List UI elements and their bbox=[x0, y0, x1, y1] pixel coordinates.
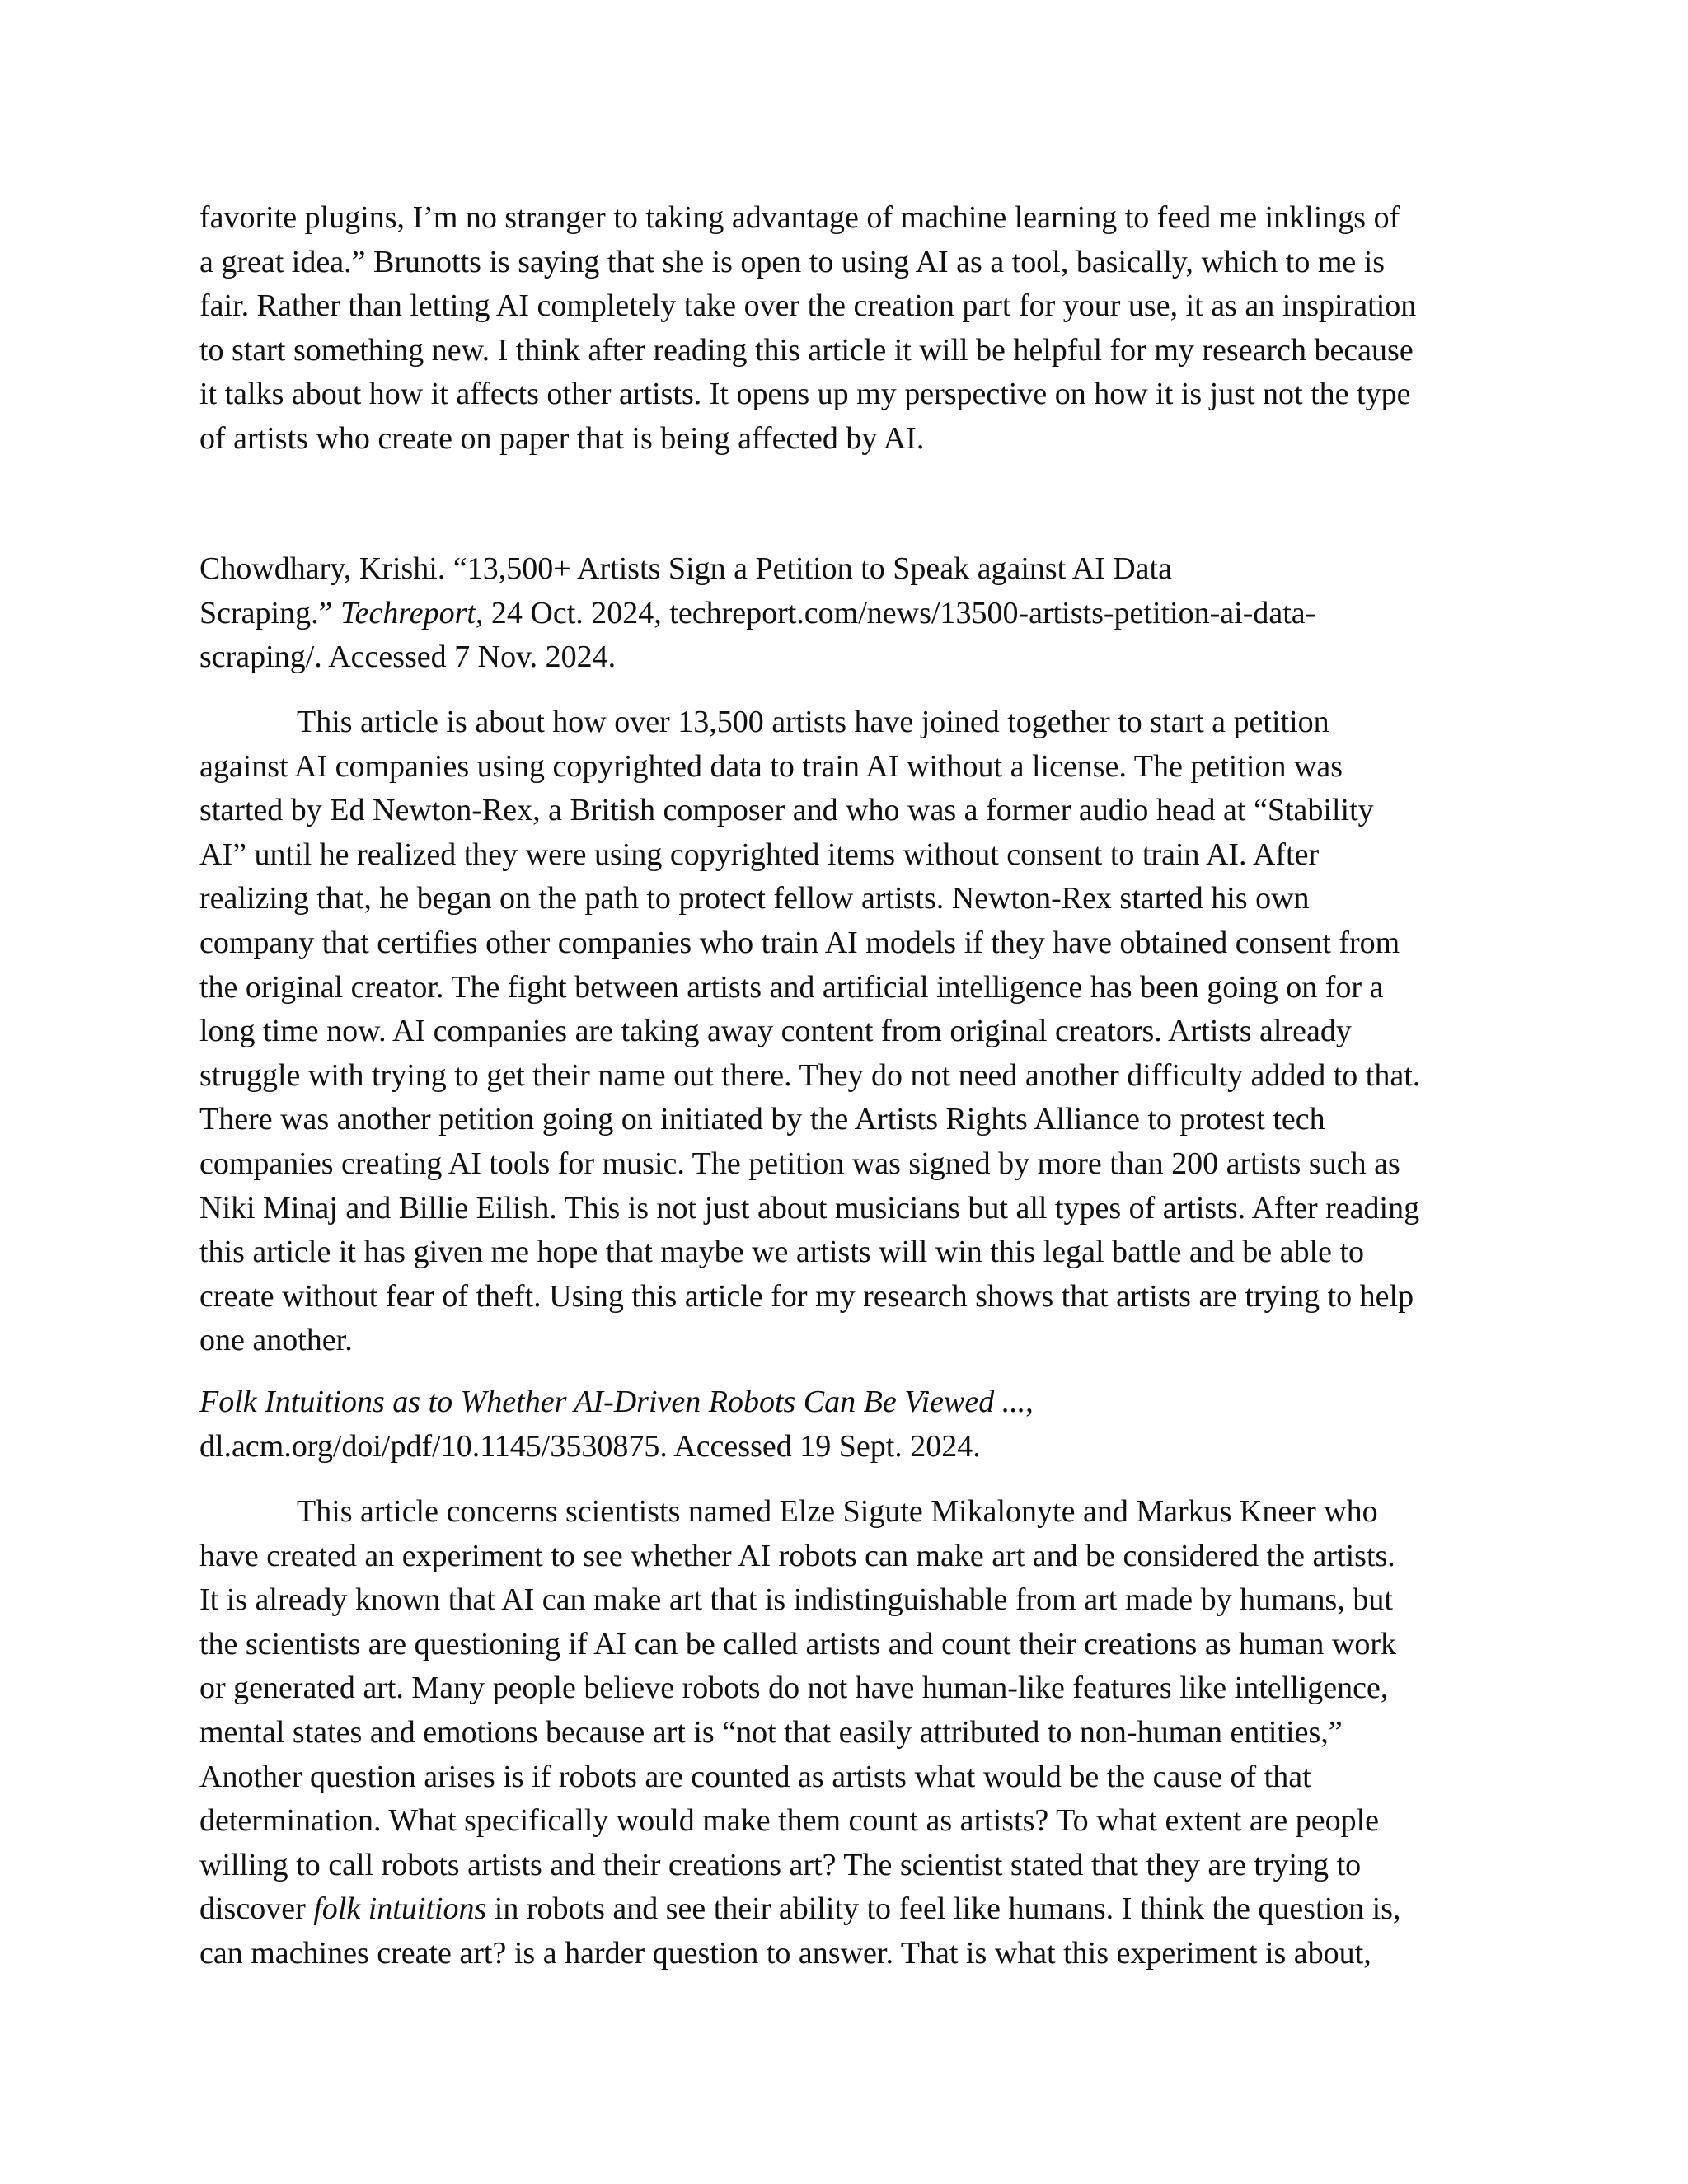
citation-text: , 24 Oct. 2024, techreport.com/news/13500-artists-petition-ai-data- bbox=[475, 595, 1316, 630]
citation-line: Chowdhary, Krishi. “13,500+ Artists Sign a Petition to Speak against AI Data bbox=[199, 551, 1172, 586]
text-line: to start something new. I think after reading this article it will be helpful for my research because bbox=[199, 332, 1414, 368]
text-line: This article concerns scientists named Elze Sigute Mikalonyte and Markus Kneer who bbox=[297, 1494, 1378, 1529]
paragraph-petition-summary bbox=[199, 701, 1493, 1363]
publication-title: Folk Intuitions as to Whether AI-Driven Robots Can Be Viewed ... bbox=[199, 1385, 1026, 1419]
text-line: the original creator. The fight between artists and artificial intelligence has been going on for a bbox=[199, 969, 1384, 1005]
text-line: against AI companies using copyrighted data to train AI without a license. The petition was bbox=[199, 748, 1343, 784]
text-line: this article it has given me hope that maybe we artists will win this legal battle and be able to bbox=[199, 1235, 1365, 1270]
text-line: can machines create art? is a harder question to answer. That is what this experiment is about, bbox=[199, 1935, 1372, 1971]
text-line bbox=[199, 1887, 1493, 1932]
text-line: the scientists are questioning if AI can be called artists and count their creations as human work bbox=[199, 1626, 1397, 1661]
text-line: favorite plugins, I’m no stranger to taking advantage of machine learning to feed me inklings of bbox=[199, 200, 1400, 235]
paragraph-robot-art-summary bbox=[199, 1490, 1493, 1976]
text-line: There was another petition going on initiated by the Artists Rights Alliance to protest tech bbox=[199, 1102, 1325, 1137]
emphasized-term: folk intuitions bbox=[313, 1891, 487, 1927]
text-line: companies creating AI tools for music. The petition was signed by more than 200 artists such as bbox=[199, 1146, 1400, 1181]
citation-line bbox=[199, 1380, 1493, 1425]
text-line: have created an experiment to see whether AI robots can make art and be considered the artists. bbox=[199, 1538, 1395, 1573]
text-line: willing to call robots artists and their creations art? The scientist stated that they are trying to bbox=[199, 1847, 1362, 1882]
citation-folk-intuitions bbox=[199, 1380, 1493, 1469]
text-line: AI” until he realized they were using copyrighted items without consent to train AI. After bbox=[199, 837, 1320, 872]
text-line: This article is about how over 13,500 artists have joined together to start a petition bbox=[297, 705, 1329, 739]
text-line: Niki Minaj and Billie Eilish. This is not just about musicians but all types of artists. After reading bbox=[199, 1190, 1420, 1226]
text-line: or generated art. Many people believe robots do not have human-like features like intelligence, bbox=[199, 1671, 1389, 1706]
text-line: determination. What specifically would make them count as artists? To what extent are people bbox=[199, 1803, 1380, 1839]
text-line: struggle with trying to get their name out there. They do not need another difficulty added to that. bbox=[199, 1057, 1421, 1093]
text-line: it talks about how it affects other artists. It opens up my perspective on how it is just not the type bbox=[199, 377, 1411, 412]
text-line: mental states and emotions because art is “not that easily attributed to non-human entities,” bbox=[199, 1714, 1343, 1750]
citation-chowdhary bbox=[199, 547, 1493, 680]
text-line: one another. bbox=[199, 1323, 353, 1358]
text-line: create without fear of theft. Using this article for my research shows that artists are trying to help bbox=[199, 1278, 1414, 1314]
citation-text: Scraping.” bbox=[199, 595, 340, 630]
text-line: realizing that, he began on the path to protect fellow artists. Newton-Rex started his own bbox=[199, 881, 1310, 916]
body-text: in robots and see their ability to feel like humans. I think the question is, bbox=[486, 1891, 1401, 1927]
text-line: fair. Rather than letting AI completely take over the creation part for your use, it as an inspiration bbox=[199, 288, 1417, 324]
text-line: It is already known that AI can make art that is indistinguishable from art made by humans, but bbox=[199, 1582, 1393, 1618]
publication-title: Techreport bbox=[340, 595, 476, 630]
citation-line bbox=[199, 592, 1493, 636]
citation-line: dl.acm.org/doi/pdf/10.1145/3530875. Accessed 19 Sept. 2024. bbox=[199, 1428, 981, 1464]
body-text: discover bbox=[199, 1891, 314, 1927]
paragraph-brunotts-continuation bbox=[199, 196, 1493, 462]
citation-line: scraping/. Accessed 7 Nov. 2024. bbox=[199, 640, 617, 675]
text-line: of artists who create on paper that is being affected by AI. bbox=[199, 420, 925, 456]
citation-text: , bbox=[1025, 1385, 1034, 1419]
text-line: a great idea.” Brunotts is saying that she is open to using AI as a tool, basically, which to me is bbox=[199, 244, 1386, 279]
text-line: started by Ed Newton-Rex, a British composer and who was a former audio head at “Stability bbox=[199, 793, 1374, 828]
text-line: company that certifies other companies who train AI models if they have obtained consent from bbox=[199, 925, 1400, 960]
text-line: Another question arises is if robots are counted as artists what would be the cause of that bbox=[199, 1759, 1311, 1794]
text-line: long time now. AI companies are taking away content from original creators. Artists already bbox=[199, 1014, 1352, 1049]
